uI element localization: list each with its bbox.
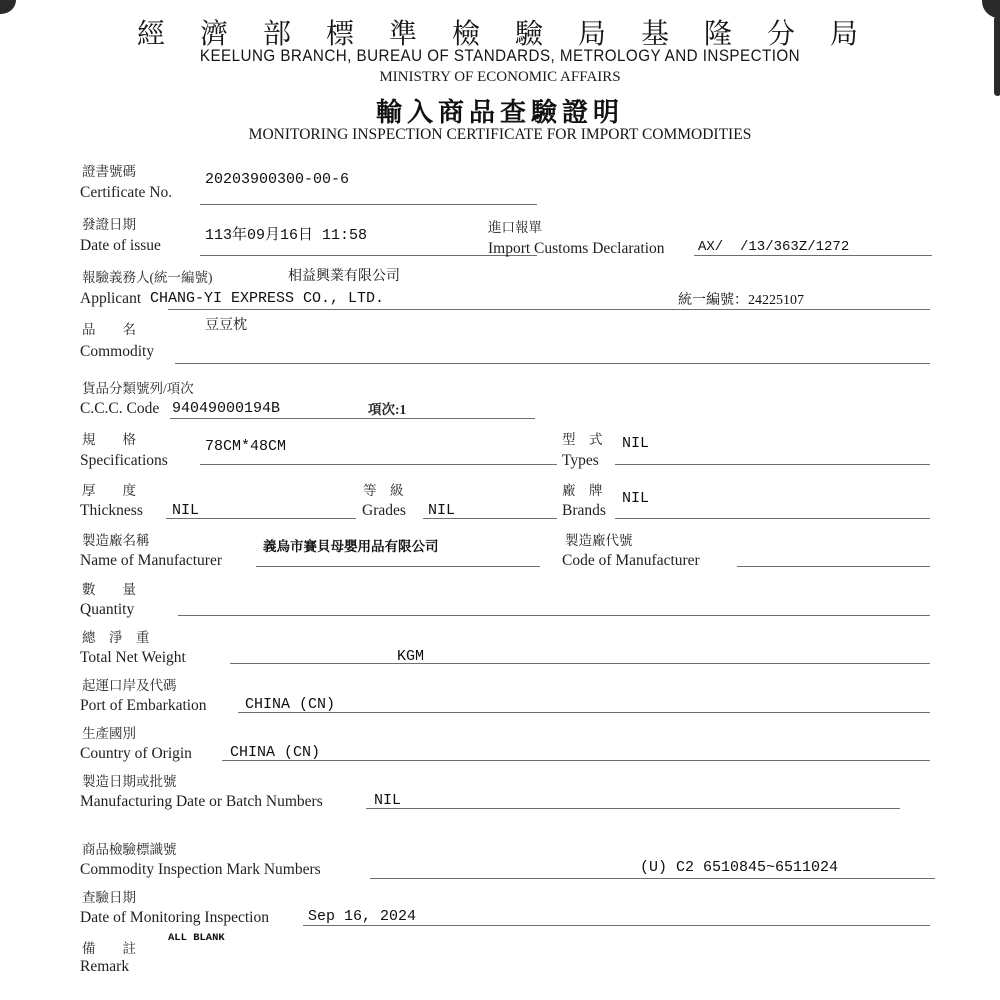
inspection-date-value: Sep 16, 2024: [308, 908, 417, 925]
ccc-code-line: [170, 418, 535, 419]
manufacturer-name-value: 義烏市賽貝母嬰用品有限公司: [263, 539, 439, 554]
certificate-no-line: [200, 204, 537, 205]
remark-label-zh: 備 註: [82, 941, 136, 956]
types-label-en: Types: [562, 452, 599, 469]
grades-label-zh: 等 級: [363, 483, 404, 498]
manufacturer-name-line: [256, 566, 540, 567]
document-title-zh: 輸入商品查驗證明: [375, 98, 624, 127]
manufacturing-date-value: NIL: [374, 792, 402, 809]
thickness-label-en: Thickness: [80, 502, 143, 519]
commodity-line: [175, 363, 930, 364]
remark-value: ALL BLANK: [168, 932, 225, 944]
quantity-line: [178, 615, 930, 616]
port-of-embarkation-label-zh: 起運口岸及代碼: [82, 678, 177, 693]
date-of-issue-line: [200, 255, 537, 256]
specifications-label-en: Specifications: [80, 452, 168, 469]
brands-label-en: Brands: [562, 502, 606, 519]
manufacturer-name-label-en: Name of Manufacturer: [80, 552, 223, 569]
quantity-label-zh: 數 量: [82, 582, 136, 597]
thickness-label-zh: 厚 度: [82, 483, 136, 498]
manufacturing-date-label-en: Manufacturing Date or Batch Numbers: [80, 793, 323, 810]
quantity-label-en: Quantity: [80, 601, 135, 618]
applicant-line: [168, 309, 930, 310]
certificate-no-label-zh: 證書號碼: [82, 164, 136, 179]
port-of-embarkation-label-en: Port of Embarkation: [80, 697, 207, 714]
remark-label-en: Remark: [80, 958, 130, 975]
inspection-date-label-zh: 查驗日期: [82, 890, 136, 905]
inspection-mark-value: (U) C2 6510845~6511024: [640, 859, 839, 876]
specifications-label-zh: 規 格: [82, 432, 136, 447]
manufacturer-code-label-en: Code of Manufacturer: [562, 552, 700, 569]
types-line: [615, 464, 930, 465]
brands-value: NIL: [622, 490, 650, 507]
ccc-code-label-en: C.C.C. Code: [80, 400, 160, 417]
date-of-issue-label-en: Date of issue: [80, 237, 161, 254]
date-of-issue-label-zh: 發證日期: [82, 217, 136, 232]
brands-label-zh: 廠 牌: [562, 483, 603, 498]
agency-name-zh: 經濟部標準檢驗局基隆分局: [136, 19, 893, 50]
ccc-item-no: 項次:1: [368, 402, 407, 417]
manufacturer-code-label-zh: 製造廠代號: [565, 533, 633, 548]
certificate-no-label-en: Certificate No.: [80, 184, 173, 201]
grades-label-en: Grades: [362, 502, 406, 519]
agency-name-en: KEELUNG BRANCH, BUREAU OF STANDARDS, METROLOGY AND INSPECTION: [199, 47, 801, 65]
country-of-origin-label-en: Country of Origin: [80, 745, 192, 762]
country-of-origin-label-zh: 生產國別: [82, 726, 136, 741]
commodity-label-en: Commodity: [80, 343, 155, 360]
total-net-weight-unit: KGM: [397, 648, 425, 665]
types-label-zh: 型 式: [562, 432, 603, 447]
inspection-date-label-en: Date of Monitoring Inspection: [80, 909, 269, 926]
import-declaration-value: AX/ /13/363Z/1272: [698, 239, 850, 255]
document-title-en: MONITORING INSPECTION CERTIFICATE FOR IMPORT COMMODITIES: [248, 126, 752, 143]
grades-line: [423, 518, 557, 519]
country-of-origin-value: CHINA (CN): [230, 744, 321, 761]
specifications-line: [200, 464, 557, 465]
total-net-weight-line: [230, 663, 930, 664]
applicant-name-zh: 相益興業有限公司: [288, 269, 400, 284]
port-of-embarkation-line: [238, 712, 930, 713]
ccc-code-value: 94049000194B: [172, 400, 281, 417]
inspection-mark-label-en: Commodity Inspection Mark Numbers: [80, 861, 321, 878]
thickness-line: [166, 518, 356, 519]
manufacturing-date-label-zh: 製造日期或批號: [82, 774, 177, 789]
inspection-mark-line: [370, 878, 935, 879]
types-value: NIL: [622, 435, 650, 452]
manufacturer-code-line: [737, 566, 930, 567]
import-declaration-label-en: Import Customs Declaration: [488, 240, 665, 257]
port-of-embarkation-value: CHINA (CN): [245, 696, 336, 713]
ccc-code-label-zh: 貨品分類號列/項次: [82, 381, 194, 396]
ministry-name: MINISTRY OF ECONOMIC AFFAIRS: [379, 69, 621, 85]
certificate-no-value: 20203900300-00-6: [205, 171, 350, 188]
specifications-value: 78CM*48CM: [205, 438, 287, 455]
applicant-label-zh: 報驗義務人(統一編號): [82, 270, 213, 285]
commodity-label-zh: 品 名: [82, 322, 136, 337]
inspection-date-line: [303, 925, 930, 926]
manufacturer-name-label-zh: 製造廠名稱: [82, 533, 150, 548]
applicant-name-en: CHANG-YI EXPRESS CO., LTD.: [150, 290, 385, 307]
thickness-value: NIL: [172, 502, 200, 519]
manufacturing-date-line: [366, 808, 900, 809]
brands-line: [615, 518, 930, 519]
applicant-label-en: Applicant: [80, 290, 142, 307]
import-declaration-line: [694, 255, 932, 256]
commodity-value: 豆豆枕: [205, 318, 247, 333]
grades-value: NIL: [428, 502, 456, 519]
import-declaration-label-zh: 進口報單: [488, 220, 542, 235]
total-net-weight-label-zh: 總 淨 重: [82, 630, 150, 645]
total-net-weight-label-en: Total Net Weight: [80, 649, 186, 666]
inspection-mark-label-zh: 商品檢驗標識號: [82, 842, 177, 857]
applicant-uniform-number: 統一編號：24225107: [678, 293, 804, 308]
date-of-issue-value: 113年09月16日 11:58: [205, 227, 368, 244]
country-of-origin-line: [222, 760, 930, 761]
